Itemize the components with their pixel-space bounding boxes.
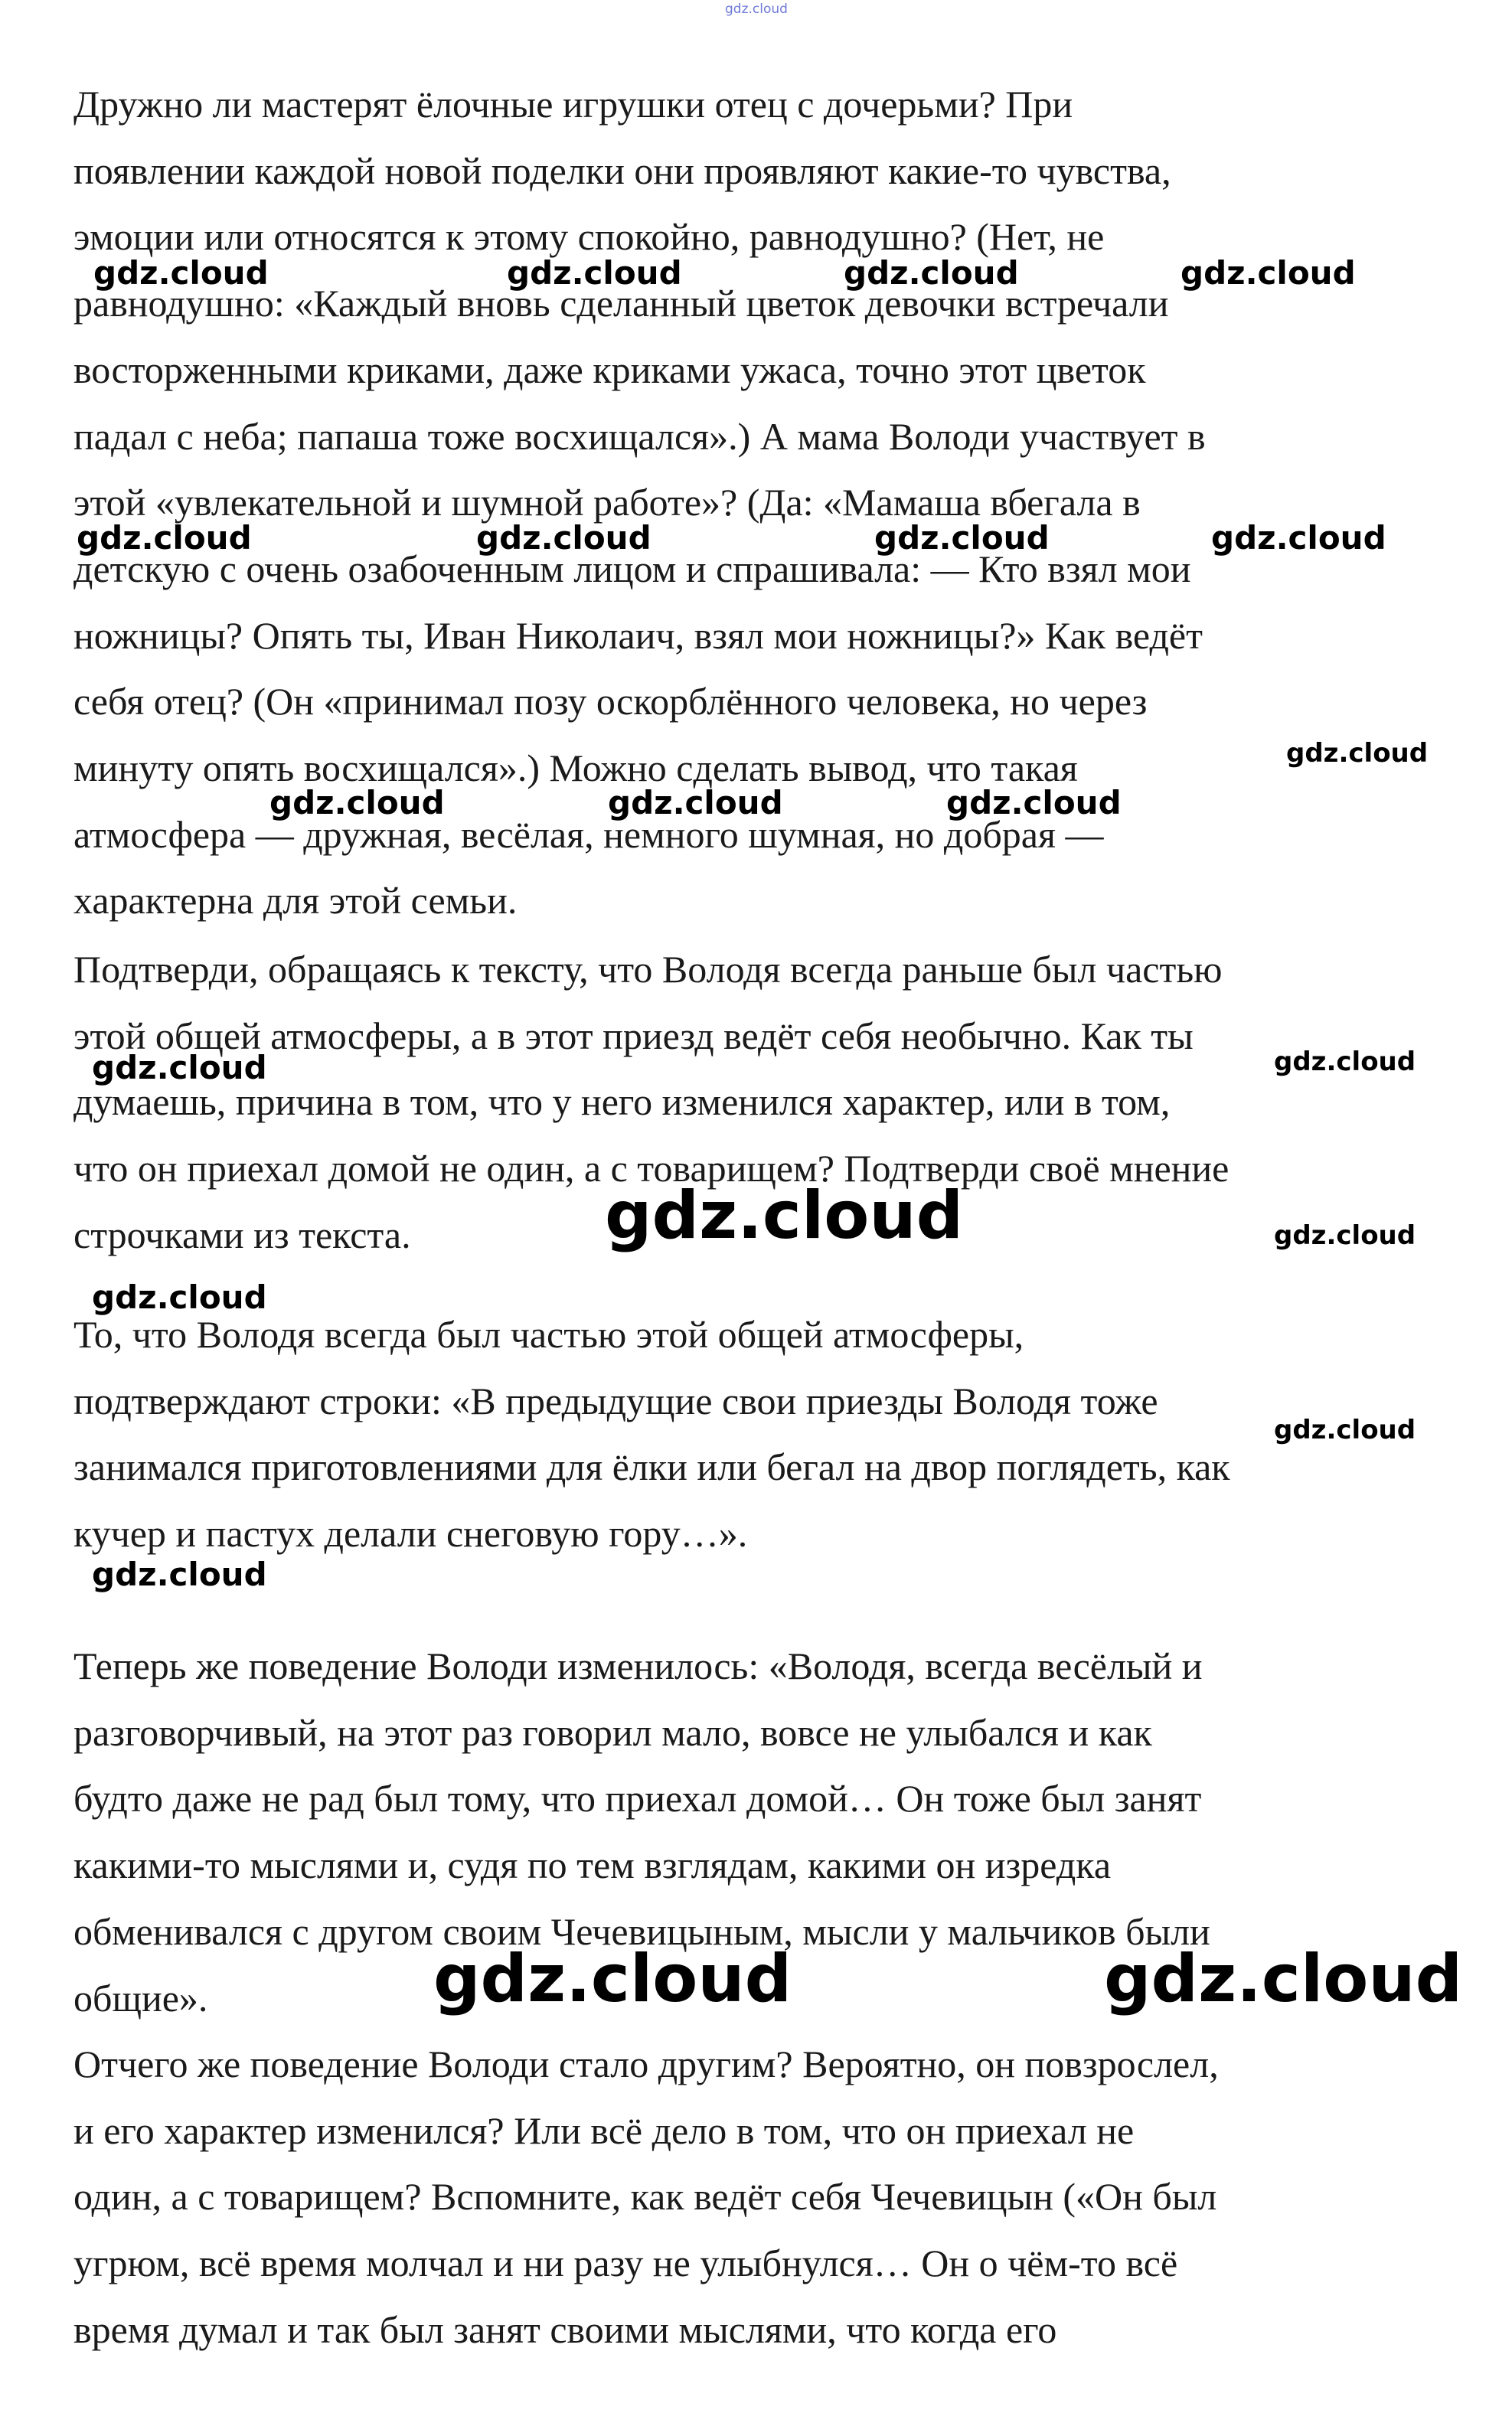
watermark-text: gdz.cloud xyxy=(1211,519,1386,557)
watermark-text: gdz.cloud xyxy=(1274,1220,1416,1251)
paragraph-changed-behaviour: Теперь же поведение Володи изменилось: «Володя, всегда весёлый и разговорчивый, на этот раз говорил мало, вовсе не улыбался и как будто даже не рад был тому, что приехал домой… Он тоже был занят какими-то мыслями и, судя по тем взглядам, какими он изредка обменивался с другом своим Чечевицыным, мысли у мальчиков были общие». xyxy=(73,1644,1210,2020)
watermark-text: gdz.cloud xyxy=(844,254,1019,292)
watermark-text: gdz.cloud xyxy=(269,784,445,821)
header-watermark: gdz.cloud xyxy=(725,2,788,17)
watermark-text: gdz.cloud xyxy=(1286,738,1429,769)
paragraph-question: Подтверди, обращаясь к тексту, что Володя всегда раньше был частью этой общей атмосферы, а в этот приезд ведёт себя необычно. Как ты думаешь, причина в том, что у него изменился характер, или в том, что он приехал домой не один, а с товарищем? Подтверди своё мнение строчками из текста. xyxy=(73,948,1230,1256)
watermark-text: gdz.cloud xyxy=(476,519,651,557)
watermark-text: gdz.cloud xyxy=(946,784,1122,821)
paragraph-family-atmosphere: Дружно ли мастерят ёлочные игрушки отец с дочерьми? При появлении каждой новой поделки они проявляют какие-то чувства, эмоции или относятся к этому спокойно, равнодушно? (Нет, не равнодушно: «Каждый вновь сделанный цветок девочки встречали восторженными криками, даже криками ужаса, точно этот цветок падал с неба; папаша тоже восхищался».) А мама Володи участвует в этой «увлекательной и шумной работе»? (Да: «Мамаша вбегала в детскую с очень озабоченным лицом и спрашивала: — Кто взял мои ножницы? Опять ты, Иван Николаич, взял мои ножницы?» Как ведёт себя отец? (Он «принимал позу оскорблённого человека, но через минуту опять восхищался».) Можно сделать вывод, что такая атмосфера — дружная, весёлая, немного шумная, но добрая — характерна для этой семьи. xyxy=(73,83,1206,923)
paragraph-answer-earlier-visits: То, что Володя всегда был частью этой общей атмосферы, подтверждают строки: «В предыдущие свои приезды Володя тоже занимался приготовлениями для ёлки или бегал на двор поглядеть, как кучер и пастух делали снеговую гору…». xyxy=(73,1313,1230,1556)
watermark-text: gdz.cloud xyxy=(507,254,682,292)
watermark-large-text: gdz.cloud xyxy=(433,1941,792,2017)
watermark-large-text: gdz.cloud xyxy=(605,1177,964,1254)
watermark-text: gdz.cloud xyxy=(874,519,1050,557)
watermark-text: gdz.cloud xyxy=(1181,254,1356,292)
watermark-text: gdz.cloud xyxy=(77,519,252,557)
watermark-large-text: gdz.cloud xyxy=(1104,1941,1463,2017)
watermark-text: gdz.cloud xyxy=(92,1278,267,1316)
paragraph-reasoning: Отчего же поведение Володи стало другим? Вероятно, он повзрослел, и его характер изменился? Или всё дело в том, что он приехал не один, а с товарищем? Вспомните, как ведёт себя Чечевицын («Он был угрюм, всё время молчал и ни разу не улыбнулся… Он о чём-то всё время думал и так был занят своими мыслями, что когда его xyxy=(73,2043,1219,2351)
watermark-text: gdz.cloud xyxy=(92,1556,267,1593)
watermark-text: gdz.cloud xyxy=(1274,1047,1416,1077)
watermark-text: gdz.cloud xyxy=(608,784,783,821)
watermark-text: gdz.cloud xyxy=(93,254,269,292)
watermark-text: gdz.cloud xyxy=(92,1049,267,1086)
watermark-text: gdz.cloud xyxy=(1274,1415,1416,1445)
